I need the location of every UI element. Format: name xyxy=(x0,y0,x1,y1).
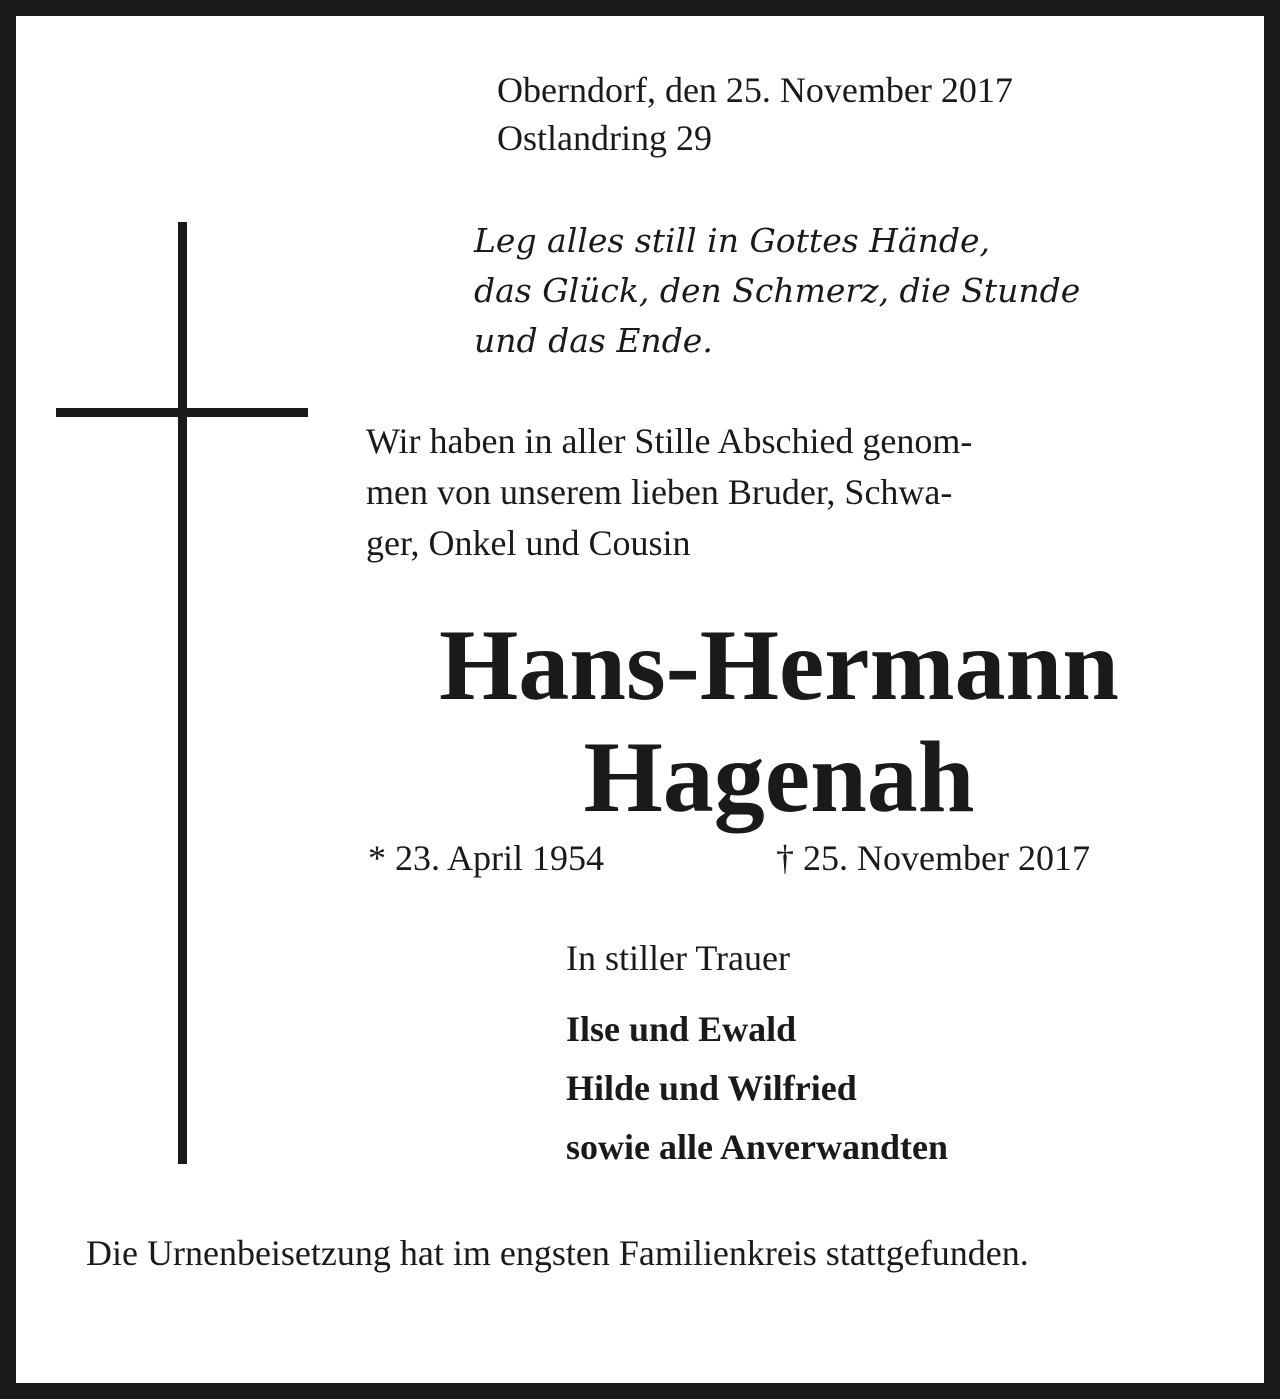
intro-line: men von unserem lieben Bruder, Schwa- xyxy=(366,472,953,512)
mourner-name: Ilse und Ewald xyxy=(566,1009,797,1049)
intro-line: ger, Onkel und Cousin xyxy=(366,523,691,563)
mourner-name: Hilde und Wilfried xyxy=(566,1068,857,1108)
verse-line: und das Ende. xyxy=(474,321,713,360)
mourning-heading: In stiller Trauer xyxy=(566,938,790,978)
intro-line: Wir haben in aller Stille Abschied genom- xyxy=(366,421,973,461)
deceased-first-name: Hans-Hermann xyxy=(438,609,1120,722)
verse-line: Leg alles still in Gottes Hände, xyxy=(474,221,990,260)
death-date: † 25. November 2017 xyxy=(776,838,1090,878)
street-address: Ostlandring 29 xyxy=(497,118,712,158)
cross-horizontal-bar xyxy=(56,408,308,417)
place-date: Oberndorf, den 25. November 2017 xyxy=(497,70,1013,110)
birth-date: * 23. April 1954 xyxy=(368,838,605,878)
burial-note: Die Urnenbeisetzung hat im engsten Familienkreis stattgefunden. xyxy=(86,1233,1029,1273)
deceased-last-name: Hagenah xyxy=(583,721,975,834)
cross-vertical-bar xyxy=(178,222,187,1164)
mourner-name: sowie alle Anverwandten xyxy=(566,1127,948,1167)
verse-line: das Glück, den Schmerz, die Stunde xyxy=(474,271,1081,310)
